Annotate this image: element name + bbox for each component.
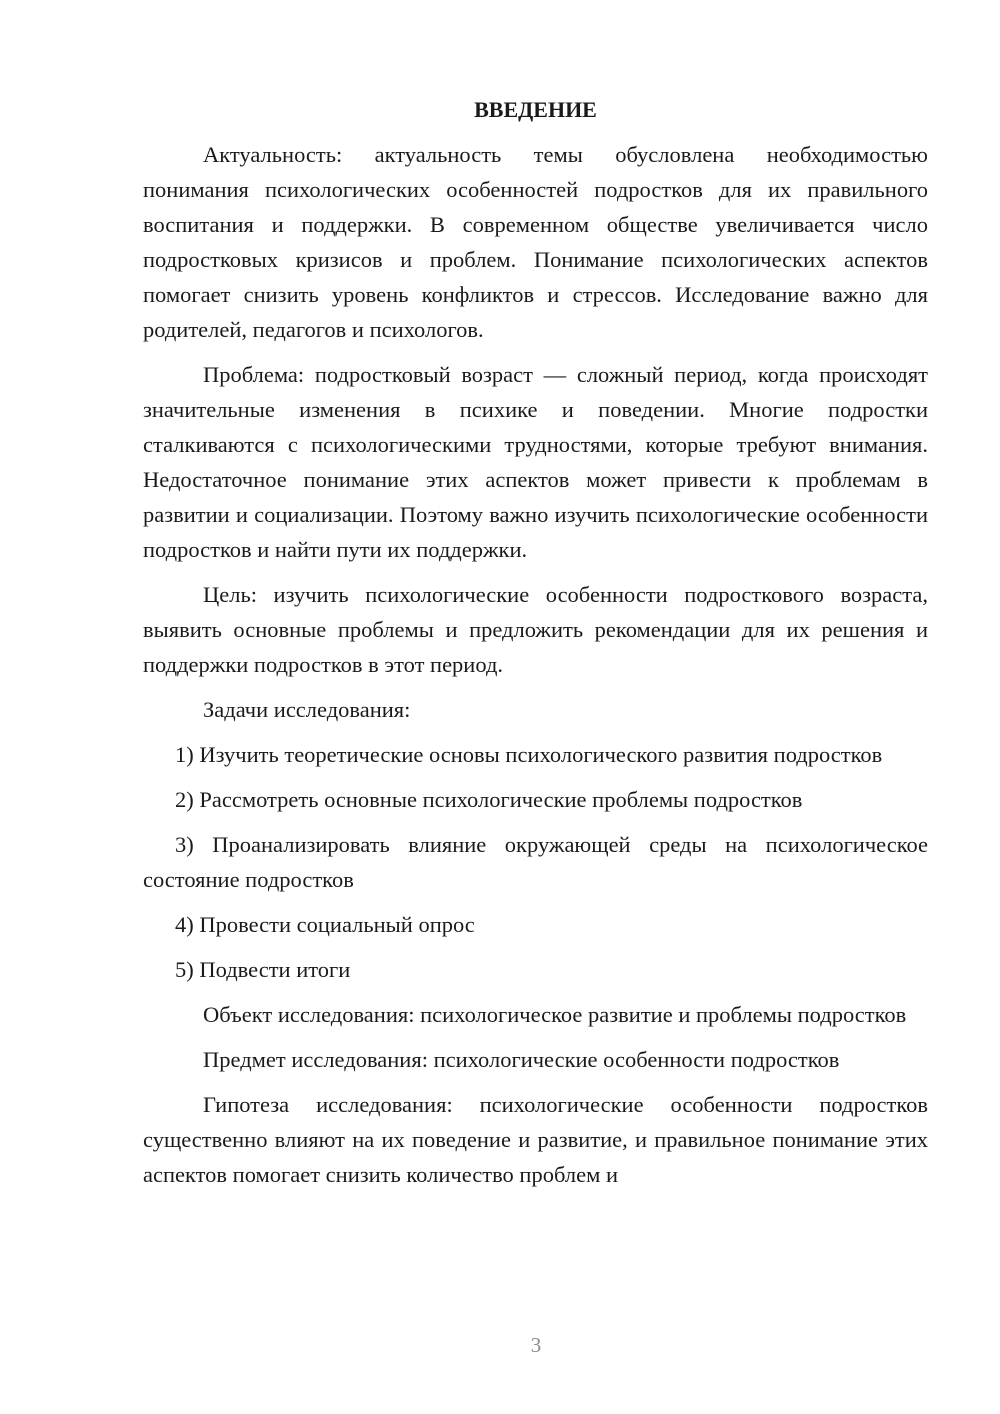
object-paragraph: Объект исследования: психологическое развитие и проблемы подростков (203, 1002, 907, 1027)
hypothesis-paragraph: Гипотеза исследования: психологические особенности подростков существенно влияют на их поведение и развитие, и правильное понимание этих аспектов помогает снизить количество проблем и (143, 1092, 928, 1187)
problem-paragraph: Проблема: подростковый возраст — сложный период, когда происходят значительные изменения в психике и поведении. Многие подростки сталкиваются с психологическими трудностями, которые требуют внимания. Недостаточное понимание этих аспектов может привести к проблемам в развитии и социализации. Поэтому важно изучить психологические особенности подростков и найти пути их поддержки. (143, 362, 928, 562)
task-item-5: 5) Подвести итоги (175, 957, 351, 982)
task-item-2: 2) Рассмотреть основные психологические проблемы подростков (175, 787, 803, 812)
task-item-1: 1) Изучить теоретические основы психологического развития подростков (175, 742, 883, 767)
goal-paragraph: Цель: изучить психологические особенности подросткового возраста, выявить основные проблемы и предложить рекомендации для их решения и поддержки подростков в этот период. (143, 582, 928, 677)
relevance-paragraph: Актуальность: актуальность темы обусловлена необходимостью понимания психологических особенностей подростков для их правильного воспитания и поддержки. В современном обществе увеличивается число подростковых кризисов и проблем. Понимание психологических аспектов помогает снизить уровень конфликтов и стрессов. Исследование важно для родителей, педагогов и психологов. (143, 142, 928, 342)
section-title: ВВЕДЕНИЕ (474, 97, 597, 122)
page-number: 3 (530, 1333, 542, 1357)
task-item-3: 3) Проанализировать влияние окружающей среды на психологическое состояние подростков (143, 832, 928, 892)
task-item-4: 4) Провести социальный опрос (175, 912, 475, 937)
tasks-heading: Задачи исследования: (203, 697, 411, 722)
subject-paragraph: Предмет исследования: психологические особенности подростков (203, 1047, 840, 1072)
page-body (143, 92, 928, 1202)
